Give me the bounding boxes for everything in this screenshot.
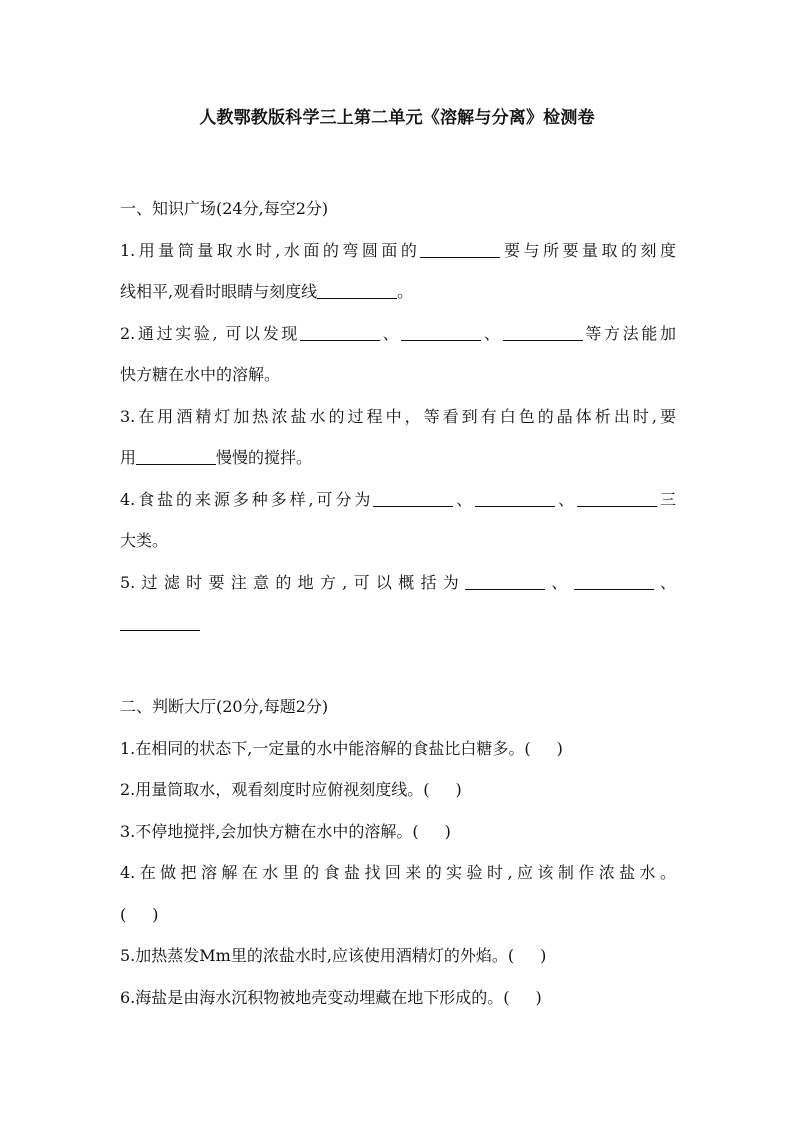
q5-blank-2[interactable] bbox=[574, 571, 654, 590]
q5-blank-3[interactable] bbox=[120, 612, 200, 631]
judge-4-paren-open: ( bbox=[120, 904, 127, 924]
question-1-line-2 bbox=[120, 271, 676, 313]
judge-item-6 bbox=[120, 977, 676, 1019]
judge-4-text: 4.在做把溶解在水里的食盐找回来的实验时,应该制作浓盐水。 bbox=[120, 863, 676, 882]
exam-content bbox=[120, 188, 676, 1018]
judge-4-paren-close: ) bbox=[152, 904, 159, 924]
judge-3-paren-close: ) bbox=[444, 821, 451, 841]
judge-3-text: 3.不停地搅拌,会加快方糖在水中的溶解。 bbox=[120, 821, 413, 841]
q2-blank-3[interactable] bbox=[503, 322, 583, 341]
q1-blank-1[interactable] bbox=[420, 239, 500, 258]
q5-text-a: 5.过滤时要注意的地方,可以概括为 bbox=[120, 572, 466, 592]
judge-6-paren-open: ( bbox=[503, 987, 510, 1007]
question-2-line-1 bbox=[120, 313, 676, 355]
question-4-line-1 bbox=[120, 479, 676, 521]
q5-sep-2: 、 bbox=[653, 572, 676, 592]
judge-item-4-answer bbox=[120, 894, 676, 936]
judge-item-5 bbox=[120, 935, 676, 977]
q4-text-c: 大类。 bbox=[120, 531, 169, 550]
judge-1-text: 1.在相同的状态下,一定量的水中能溶解的食盐比白糖多。 bbox=[120, 738, 525, 758]
judge-2-text: 2.用量筒取水，观看刻度时应俯视刻度线。 bbox=[120, 780, 424, 799]
judge-1-paren-open: ( bbox=[524, 738, 531, 758]
q4-blank-1[interactable] bbox=[373, 488, 453, 507]
judge-1-paren-close: ) bbox=[556, 738, 563, 758]
q4-text-a: 4.食盐的来源多种多样,可分为 bbox=[120, 489, 374, 509]
q4-blank-3[interactable] bbox=[577, 488, 657, 507]
document-title: 人教鄂教版科学三上第二单元《溶解与分离》检测卷 bbox=[199, 108, 595, 128]
judge-item-3 bbox=[120, 811, 676, 853]
judge-2-paren-close: ) bbox=[455, 780, 462, 799]
judge-item-2 bbox=[120, 769, 676, 811]
judge-5-paren-close: ) bbox=[540, 946, 547, 965]
q2-blank-1[interactable] bbox=[300, 322, 380, 341]
judge-item-1 bbox=[120, 728, 676, 770]
judge-2-paren-open: ( bbox=[423, 780, 430, 799]
judge-5-text: 5.加热蒸发Mm里的浓盐水时,应该使用酒精灯的外焰。 bbox=[120, 946, 508, 965]
q1-text-b: 要与所要量取的刻度 bbox=[500, 240, 676, 260]
q3-text-a: 3.在用酒精灯加热浓盐水的过程中，等看到有白色的晶体析出时,要 bbox=[120, 406, 676, 426]
q2-sep-1: 、 bbox=[380, 323, 402, 343]
question-3-line-2 bbox=[120, 437, 676, 479]
q1-text-a: 1.用量筒量取水时,水面的弯圆面的 bbox=[120, 240, 421, 260]
q3-text-c: 慢慢的搅拌。 bbox=[216, 448, 313, 467]
q3-blank-1[interactable] bbox=[136, 446, 216, 465]
section1-heading: 一、知识广场(24分,每空2分) bbox=[120, 199, 329, 218]
judge-item-4 bbox=[120, 852, 676, 894]
section-gap bbox=[120, 645, 676, 687]
q2-sep-2: 、 bbox=[481, 323, 503, 343]
q5-sep-1: 、 bbox=[545, 572, 574, 592]
q2-text-b: 等方法能加 bbox=[582, 323, 676, 343]
q4-text-b: 三 bbox=[657, 489, 676, 509]
q3-text-b: 用 bbox=[120, 448, 137, 467]
q1-text-d: 。 bbox=[397, 282, 414, 301]
q5-blank-1[interactable] bbox=[465, 571, 545, 590]
question-3-line-1 bbox=[120, 396, 676, 438]
judge-5-paren-open: ( bbox=[507, 946, 515, 965]
q4-blank-2[interactable] bbox=[475, 488, 555, 507]
q2-text-c: 快方糖在水中的溶解。 bbox=[120, 365, 281, 384]
section2-heading: 二、判断大厅(20分,每题2分) bbox=[120, 697, 329, 716]
question-2-line-2 bbox=[120, 354, 676, 396]
question-1-line-1 bbox=[120, 230, 676, 272]
question-5-line-1 bbox=[120, 562, 676, 604]
judge-6-text: 6.海盐是由海水沉积物被地壳变动埋藏在地下形成的。 bbox=[120, 987, 504, 1007]
question-5-line-2 bbox=[120, 603, 676, 645]
q2-text-a: 2.通过实验, 可以发现 bbox=[120, 323, 301, 343]
q4-sep-1: 、 bbox=[453, 489, 476, 509]
judge-3-paren-open: ( bbox=[412, 821, 419, 841]
question-4-line-2 bbox=[120, 520, 676, 562]
q1-text-c: 线相平,观看时眼睛与刻度线 bbox=[120, 282, 318, 301]
q4-sep-2: 、 bbox=[555, 489, 578, 509]
q1-blank-2[interactable] bbox=[317, 280, 397, 299]
judge-6-paren-close: ) bbox=[535, 987, 542, 1007]
q2-blank-2[interactable] bbox=[401, 322, 481, 341]
